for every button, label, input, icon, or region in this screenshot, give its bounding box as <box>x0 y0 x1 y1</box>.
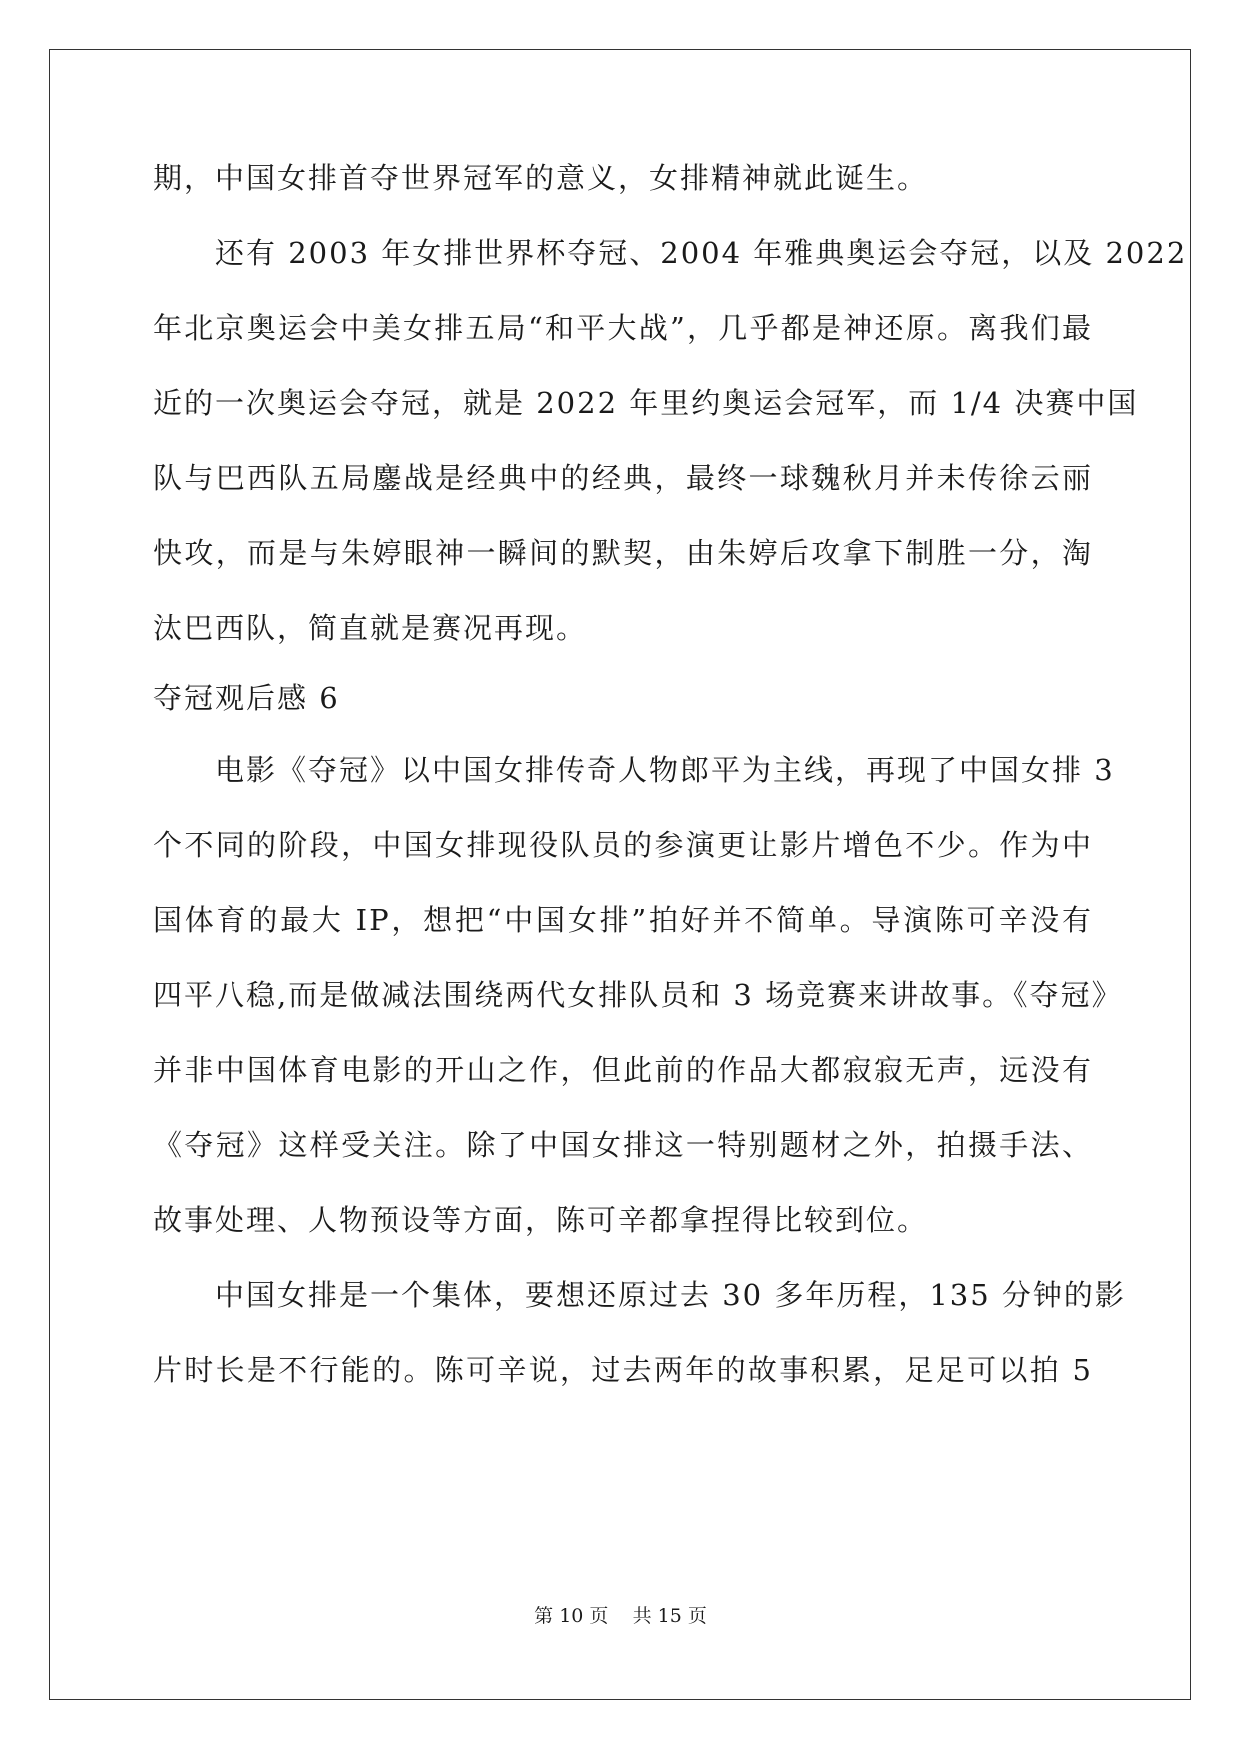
text-line: 还有 2003 年女排世界杯夺冠、2004 年雅典奥运会夺冠，以及 2022 <box>215 236 1188 270</box>
page-border <box>49 49 1191 1700</box>
text-line: 片时长是不行能的。陈可辛说，过去两年的故事积累，足足可以拍 5 <box>153 1353 1093 1387</box>
text-line: 中国女排是一个集体，要想还原过去 30 多年历程，135 分钟的影 <box>215 1278 1126 1312</box>
text-line: 个不同的阶段，中国女排现役队员的参演更让影片增色不少。作为中 <box>153 828 1093 862</box>
page-footer <box>0 1604 1241 1628</box>
text-line: 国体育的最大 IP，想把“中国女排”拍好并不简单。导演陈可辛没有 <box>153 903 1093 937</box>
text-line: 《夺冠》这样受关注。除了中国女排这一特别题材之外，拍摄手法、 <box>153 1128 1093 1162</box>
page-number: 第 10 页 共 15 页 <box>534 1605 707 1627</box>
text-line: 四平八稳,而是做减法围绕两代女排队员和 3 场竞赛来讲故事。《夺冠》 <box>153 978 1123 1012</box>
text-line: 电影《夺冠》以中国女排传奇人物郎平为主线，再现了中国女排 3 <box>215 753 1115 787</box>
section-heading: 夺冠观后感 6 <box>153 681 340 715</box>
text-line: 期，中国女排首夺世界冠军的意义，女排精神就此诞生。 <box>153 161 929 195</box>
text-line: 故事处理、人物预设等方面，陈可辛都拿捏得比较到位。 <box>153 1203 929 1237</box>
text-line: 汰巴西队，简直就是赛况再现。 <box>153 611 588 645</box>
text-line: 并非中国体育电影的开山之作，但此前的作品大都寂寂无声，远没有 <box>153 1053 1093 1087</box>
text-line: 队与巴西队五局鏖战是经典中的经典，最终一球魏秋月并未传徐云丽 <box>153 461 1093 495</box>
text-line: 快攻，而是与朱婷眼神一瞬间的默契，由朱婷后攻拿下制胜一分，淘 <box>153 536 1093 570</box>
text-line: 近的一次奥运会夺冠，就是 2022 年里约奥运会冠军，而 1/4 决赛中国 <box>153 386 1139 420</box>
text-line: 年北京奥运会中美女排五局“和平大战”，几乎都是神还原。离我们最 <box>153 311 1093 345</box>
